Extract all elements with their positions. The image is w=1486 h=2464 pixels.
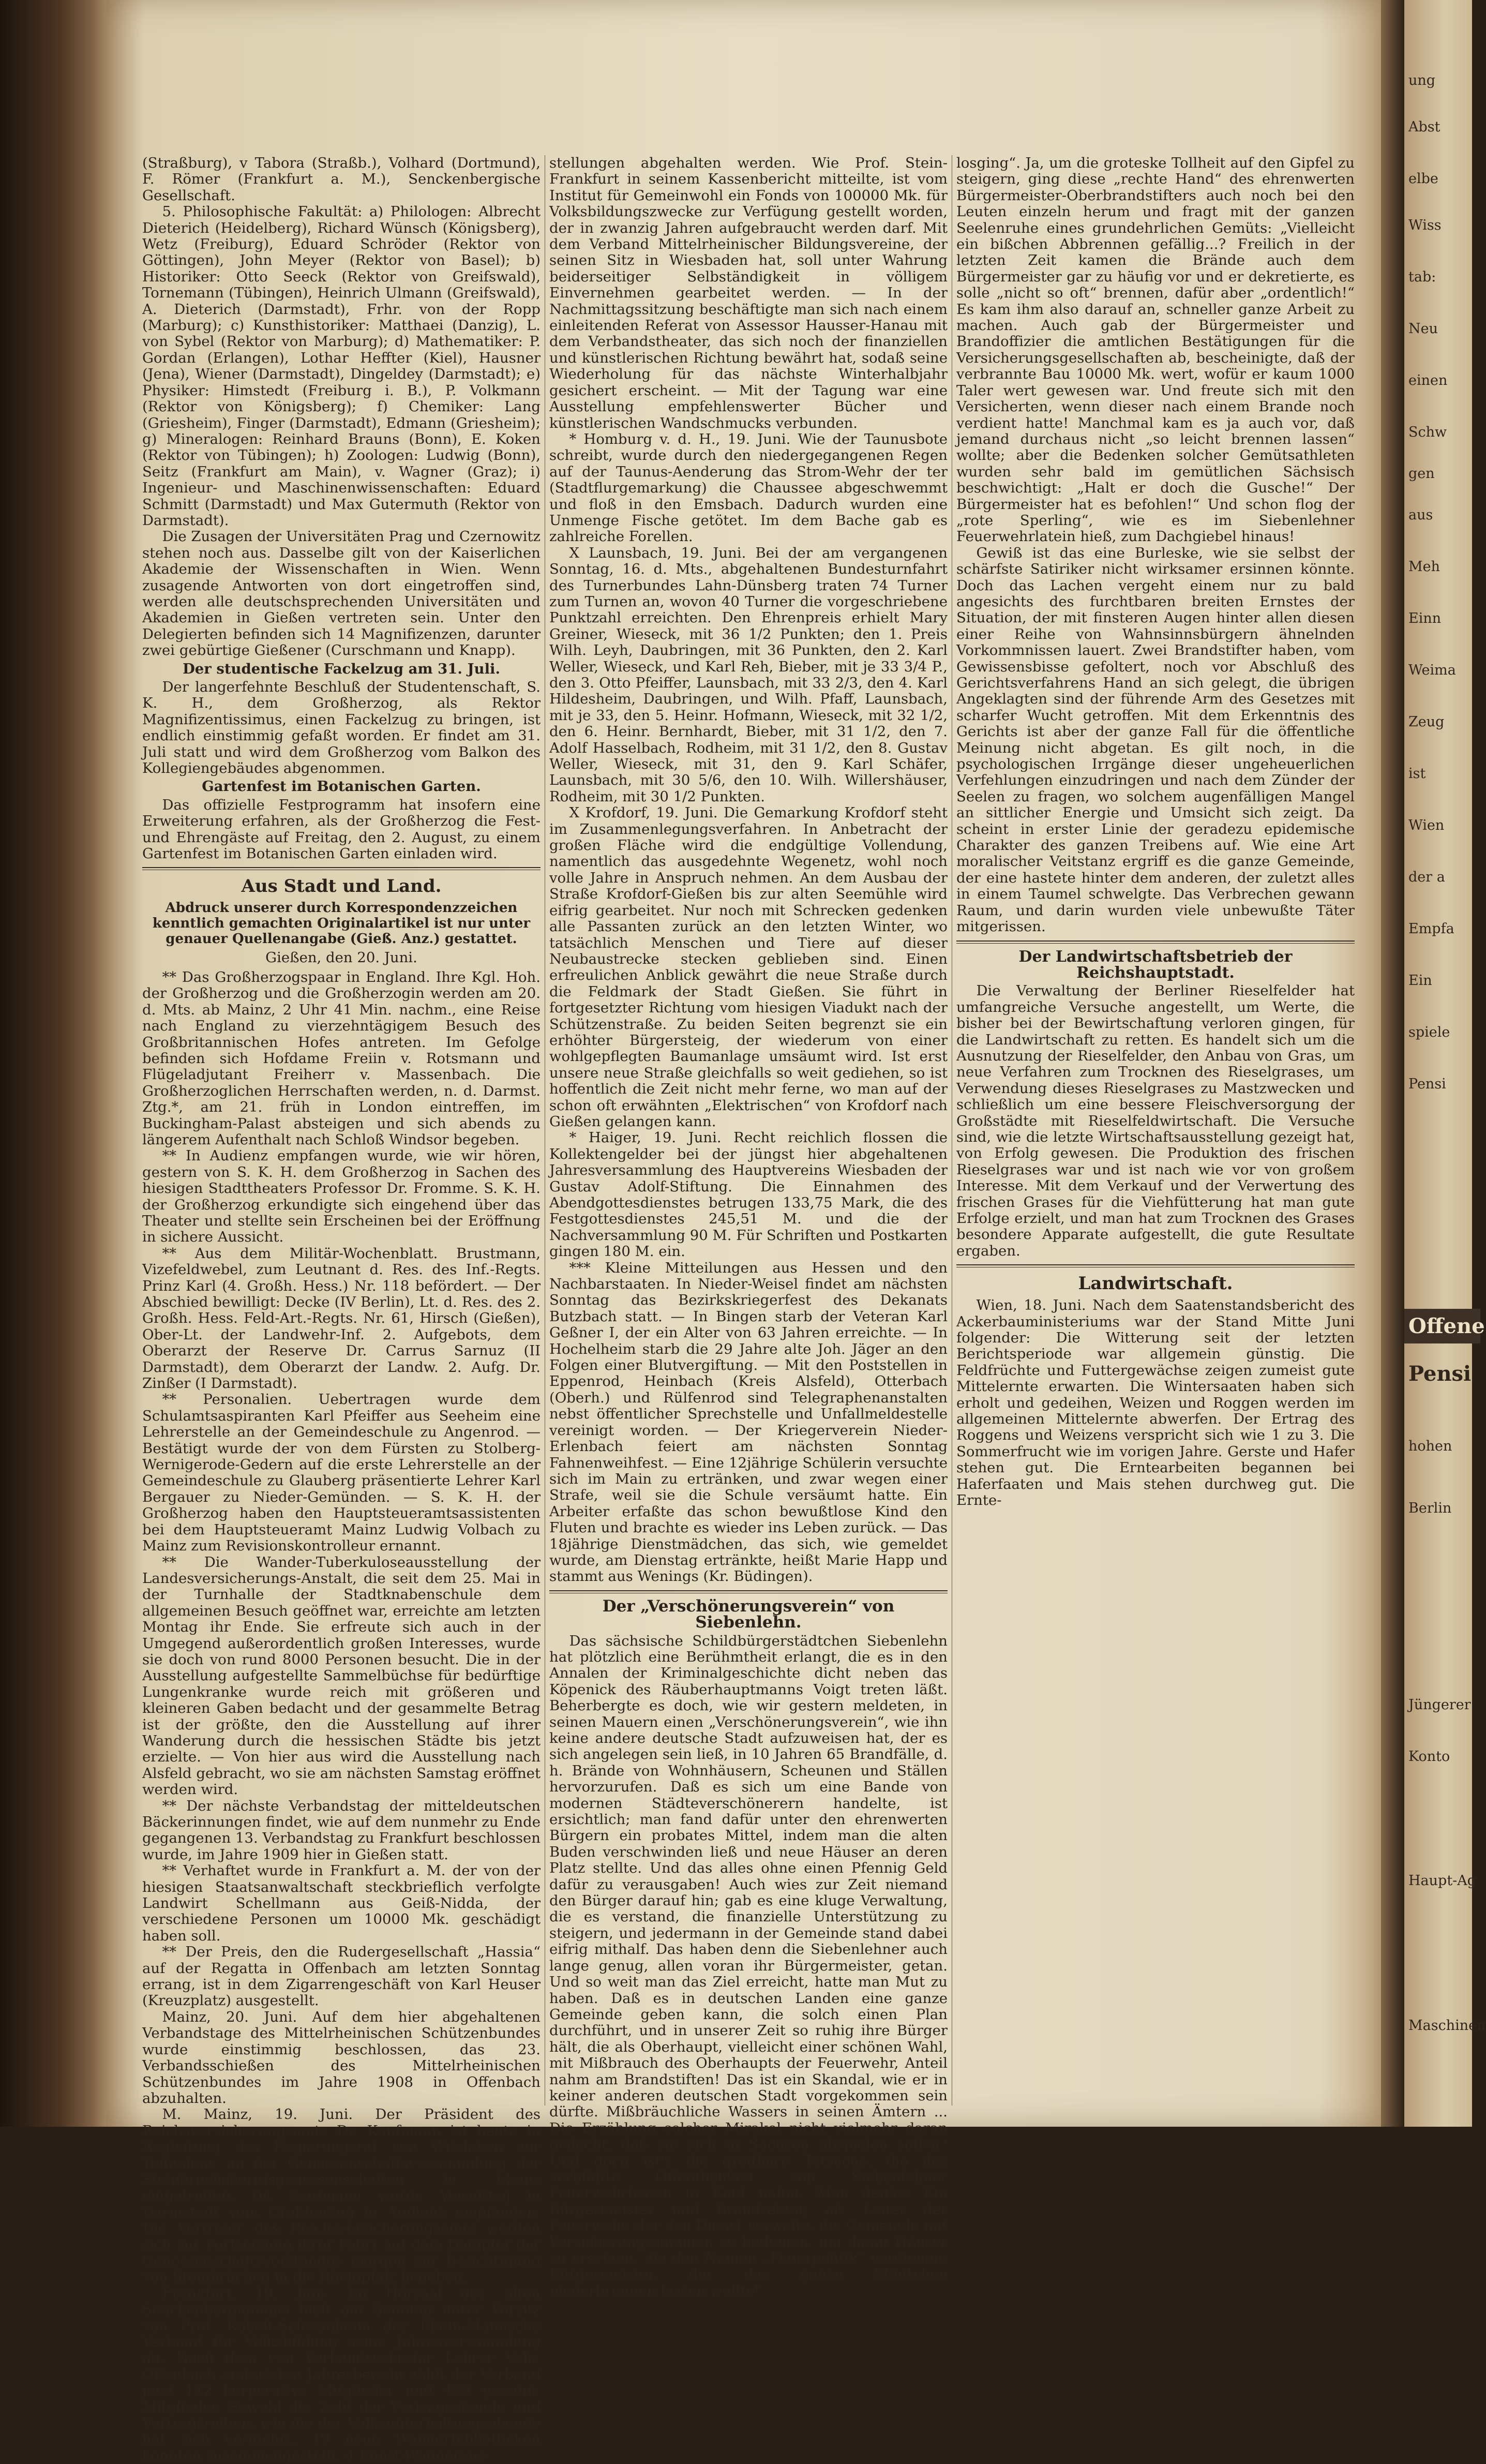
page-gutter	[1381, 0, 1404, 2127]
news-item: ** Der Preis, den die Rudergesellschaft „Hassia“ auf der Regatta in Offenbach am letzten Sonntag errang, ist in dem Zigarrengeschäft von Karl Heuser (Kreuzplatz) ausgestellt.	[142, 1944, 541, 2009]
next-page-fragment: der a	[1408, 869, 1445, 885]
next-page-fragment: Meh	[1408, 559, 1440, 575]
section-title: Aus Stadt und Land.	[241, 876, 442, 897]
next-page-fragment: Empfa	[1408, 921, 1454, 937]
next-page-fragment: tab:	[1408, 269, 1436, 285]
next-page-fragment: Konto	[1408, 1749, 1450, 1765]
section-divider	[956, 1264, 1355, 1267]
next-page-fragment: Zeug	[1408, 714, 1445, 730]
book-binding	[0, 0, 109, 2127]
news-item: ** Das Großherzogspaar in England. Ihre Kgl. Hoh. der Großherzog und die Großherzogin werden am 20. d. Mts. ab Mainz, 2 Uhr 41 Min. nachm., eine Reise nach England zu vierzehntägigem Besuch des Großbritannischen Hofes antreten. Im Gefolge befinden sich Hofdame Freiin v. Rotsmann und Flügeladjutant Freiherr v. Massenbach. Die Großherzoglichen Herrschaften werden, n. d. Darmst. Ztg.*, am 21. früh in London eintreffen, im Buckingham-Palast absteigen und sich abends zu längerem Aufenthalt nach Schloß Windsor begeben.	[142, 968, 541, 1148]
article-paragraph: Gewiß ist das eine Burleske, wie sie selbst der schärfste Satiriker nicht wirksamer ersinnen könnte. Doch das Lachen vergeht einem nur zu bald angesichts des furchtbaren breiten Ernstes der Situation, der mit finsteren Augen hinter allen diesen einer Reihe von Wahnsinnsbürgern ähnelnden Vorkommnissen lauert. Zwei Brandstifter haben, vom Gewissensbisse gefoltert, noch vor Abschluß des Gerichtsverfahrens Hand an sich gelegt, die übrigen Angeklagten sind der führende Arm des Gesetzes mit scharfer Wucht getroffen. Mit dem Erkenntnis des Gerichts ist aber der ganze Fall für die öffentliche Meinung nicht abgetan. Es gilt noch, in die psychologischen Irrgänge dieser ungeheuerlichen Verfehlungen einzudringen und nach dem Zünder der Seelen zu fragen, wo solchem augenfälligen Mangel an sittlicher Energie und Umsicht sich zeigt. Da scheint in erster Linie der geradezu epidemische Charakter des ganzen Treibens auf. Wie eine Art moralischer Veitstanz ergriff es die ganze Gemeinde, der eine hastete hinter dem anderen, der zuletzt alles in einem Taumel schwelgte. Das Verbrechen gewann Raum, und darin wurden viele unbewußte Täter mitgerissen.	[956, 544, 1355, 935]
news-item: Mainz, 20. Juni. Auf dem hier abgehaltenen Verbandstage des Mittelrheinischen Schützenbundes wurde einstimmig beschlossen, das 23. Verbandsschießen des Mittelrheinischen Schützenbundes im Jahre 1908 in Offenbach abzuhalten.	[142, 2008, 541, 2107]
next-page-fragment: ung	[1408, 72, 1436, 88]
next-page-fragment: spiele	[1408, 1024, 1450, 1040]
column-2	[549, 155, 948, 2299]
column-3	[956, 155, 1355, 2105]
article-paragraph: Das offizielle Festprogramm hat insofern eine Erweiterung erfahren, als der Großherzog die Fest- und Ehrengäste auf Freitag, den 2. August, zu einem Gartenfest im Botanischen Garten einladen wird.	[142, 796, 541, 862]
next-page-fragment: Haupt-Ag	[1408, 1873, 1477, 1889]
news-item: ** Personalien. Uebertragen wurde dem Schulamtsaspiranten Karl Pfeiffer aus Seeheim eine Lehrerstelle an der Gemeindeschule zu Angenrod. — Bestätigt wurde der von dem Fürsten zu Stolberg-Wernigerode-Gedern auf die erste Lehrerstelle an der Gemeindeschule zu Glauberg präsentierte Lehrer Karl Bergauer zu Nieder-Gemünden. — S. K. H. der Großherzog haben den Hauptsteueramtsassistenten bei dem Hauptsteueramt Mainz Ludwig Volbach zu Mainz zum Revisionskontrolleur ernannt.	[142, 1391, 541, 1555]
next-page-fragment: aus	[1408, 507, 1433, 523]
article-paragraph: Das sächsische Schildbürgerstädtchen Siebenlehn hat plötzlich eine Berühmtheit erlangt, die es in den Annalen der Kriminalgeschichte dicht neben das Köpenick des Räuberhauptmanns Voigt treten läßt. Beherbergte es doch, wie wir gestern meldeten, in seinen Mauern einen „Verschönerungsverein“, wie ihn keine andere deutsche Stadt aufzuweisen hat, der es sich angelegen sein ließ, in 10 Jahren 65 Brandfälle, d. h. Brände von Wohnhäusern, Scheunen und Ställen hervorzurufen. Daß es sich um eine Bande von modernen Städteverschönerern handelte, ist ersichtlich; man fand dafür unter den ehrenwerten Bürgern ein probates Mittel, indem man die alten Buden verschwinden ließ und neue Häuser an deren Platz stellte. Und das alles ohne einen Pfennig Geld dafür zu verausgaben! Auch wies zur Zeit niemand den Bürger darauf hin; gab es eine kluge Verwaltung, die es verstand, die finanzielle Unterstützung zu steigern, und jedermann in der Gemeinde stand dabei eifrig mithalf. Das haben denn die Siebenlehner auch lange genug, allen voran ihr Bürgermeister, getan. Und so weit man das Ziel erreicht, hatte man Mut zu haben. Daß es in deutschen Landen eine ganze Gemeinde geben kann, die solch einen Plan durchführt, und in unserer Zeit so ruhig ihre Bürger hält, die als Oberhaupt, vielleicht einer schönen Wahl, mit Mißbrauch des Oberhaupts der Feuerwehr, Anteil nahm am Brandstiften! Das ist ein Skandal, wie er in keiner anderen deutschen Stadt vorgekommen sein dürfte. Mißbräuchliche Wassers in seinen Ämtern ... Die Erzählung solcher Mirakel nicht vielmehr daran gedacht, daß sie sich in Sachsen abspielen sollen? Und doch ist's die greifbare Tatsache, die das verblüffte Öffentlichkeit von Siebenlehner Feuerwehrfesten in Kauf nahm. Man denke: Ein Bürgermeister und Brandrektor, als Leiter der Feuerwehr, der den Dienst verwalte, die Gemeinde mit Versicherungssummen zu bedienen, um damit Häuser zu ersetzen, die den Namen „Feuerpolitik“ verdienen; Bürgermeister, der das ganze Städtchen niederbrennen lassen wollte!	[549, 1632, 948, 2299]
next-page-fragment: Jüngerer	[1408, 1697, 1471, 1713]
next-page-fragment: hohen	[1408, 1438, 1452, 1454]
news-item: X Launsbach, 19. Juni. Bei der am vergangenen Sonntag, 16. d. Mts., abgehaltenen Bundesturnfahrt des Turnerbundes Lahn-Dünsberg traten 74 Turner zum Turnen an, wovon 40 Turner die vorgeschriebene Punktzahl erreichten. Den Ehrenpreis erhielt Mary Greiner, Wieseck, mit 36 1/2 Punkten; den 1. Preis Wilh. Leyh, Daubringen, mit 36 Punkten, den 2. Karl Weller, Wieseck, und Karl Reh, Bieber, mit je 33 3/4 P., den 3. Otto Pfeiffer, Launsbach, mit 33 2/3, den 4. Karl Hildesheim, Daubringen, und Wilh. Pfaff, Launsbach, mit je 33, den 5. Heinr. Hofmann, Wieseck, mit 32 1/2, den 6. Heinr. Bernhardt, Bieber, mit 31 1/2, den 7. Adolf Hasselbach, Rodheim, mit 31 1/2, den 8. Gustav Weller, Wieseck, mit 31, den 9. Karl Schäfer, Launsbach, mit 30 5/6, den 10. Wilh. Willershäuser, Rodheim, mit 30 1/2 Punkten.	[549, 544, 948, 805]
next-page-fragment: Wien	[1408, 817, 1445, 833]
next-page-fragment: gen	[1408, 466, 1435, 482]
next-page-fragment: ist	[1408, 766, 1426, 782]
news-item: ** Aus dem Militär-Wochenblatt. Brustmann, Vizefeldwebel, zum Leutnant d. Res. des Inf.-Regts. Prinz Karl (4. Großh. Hess.) Nr. 118 befördert. — Der Abschied bewilligt: Decke (IV Berlin), Lt. d. Res. des 2. Großh. Hess. Feld-Art.-Regts. Nr. 61, Hirsch (Gießen), Ober-Lt. der Landwehr-Inf. 2. Aufgebots, dem Oberarzt der Reserve Dr. Carrus Sarnuz (II Darmstadt), dem Oberarzt der Landw. 2. Aufg. Dr. Zinßer (I Darmstadt).	[142, 1245, 541, 1392]
news-item: * Haiger, 19. Juni. Recht reichlich flossen die Kollektengelder bei der jüngst hier abgehaltenen Jahresversammlung des Hauptvereins Wiesbaden der Gustav Adolf-Stiftung. Die Einnahmen des Abendgottesdienstes betrugen 133,75 Mark, die des Festgottesdienstes 245,51 M. und die der Nachversammlung 90 M. Für Schriften und Postkarten gingen 180 M. ein.	[549, 1129, 948, 1260]
news-item: Wien, 18. Juni. Nach dem Saatenstandsbericht des Ackerbauministeriums war der Stand Mitte Juni folgender: Die Witterung seit der letzten Berichtsperiode war allgemein günstig. Die Feldfrüchte und Futtergewächse zeigen zumeist gute Mittelernte erwarten. Die Wintersaaten haben sich erholt und gedeihen, Weizen und Roggen werden im allgemeinen Mittelernte abwerfen. Der Ertrag des Roggens und Weizens verspricht sich wie 1 zu 3. Die Sommerfrucht wie im vorigen Jahre. Gerste und Hafer stehen gut. Die Erntearbeiten begannen bei Haferfaaten und Mais stehen durchweg gut. Die Ernte-	[956, 1297, 1355, 1509]
news-item: *** Kleine Mitteilungen aus Hessen und den Nachbarstaaten. In Nieder-Weisel findet am nächsten Sonntag das Bezirkskriegerfest des Dekanats Butzbach statt. — In Bingen starb der Veteran Karl Geßner I, der ein Alter von 63 Jahren erreichte. — In Hochelheim starb die 29 Jahre alte Joh. Jäger an den Folgen einer Blutvergiftung. — Mit den Poststellen in Eppenrod, Heinbach (Kreis Alsfeld), Otterbach (Oberh.) und Rülfenrod sind Telegraphenanstalten nebst öffentlicher Sprechstelle und Unfallmeldestelle vereinigt worden. — Der Kriegerverein Nieder-Erlenbach feiert am nächsten Sonntag Fahnenweihfest. — Eine 12jährige Schülerin versuchte sich im Main zu ertränken, und zwar wegen einer Strafe, weil sie die Schule versäumt hatte. Ein Arbeiter erfaßte das schon bewußtlose Kind den Fluten und brachte es wieder ins Leben zurück. — Das 18jährige Dienstmädchen, das sich, wie gemeldet wurde, am Dienstag ertränkte, heißt Marie Happ und stammt aus Wenings (Kr. Büdingen).	[549, 1259, 948, 1585]
next-page-fragment: Wiss	[1408, 217, 1442, 233]
news-item: ** Verhaftet wurde in Frankfurt a. M. der von der hiesigen Staatsanwaltschaft steckbrieflich verfolgte Landwirt Schellmann aus Geiß-Nidda, der verschiedene Personen um 10000 Mk. geschädigt haben soll.	[142, 1862, 541, 1944]
reprint-notice: Abdruck unserer durch Korrespondenzzeichen kenntlich gemachten Originalartikel ist nur unter genauer Quellenangabe (Gieß. Anz.) gestattet.	[152, 900, 531, 947]
article-title: Der „Verschönerungsverein“ von Siebenlehn.	[602, 1596, 895, 1632]
next-page-fragment: Pensi	[1408, 1076, 1446, 1092]
next-page-fragment: Schw	[1408, 424, 1447, 440]
next-page-fragment: elbe	[1408, 171, 1438, 187]
section-subheading: Der studentische Fackelzug am 31. Juli.	[182, 660, 501, 677]
article-paragraph: Die Verwaltung der Berliner Rieselfelder hat umfangreiche Versuche angestellt, um Werte, die bisher bei der Bewirtschaftung verloren gingen, für die Landwirtschaft zu retten. Es handelt sich um die Ausnutzung der Rieselfelder, den Anbau von Gras, um neue Verfahren zum Trocknen des Rieselgrases, um Verwendung dieses Rieselgrases zu Mastzwecken und schließlich um eine bessere Fleischversorgung der Großstädte mit Rieselfeldwirtschaft. Die Versuche sind, wie die letzte Wirtschaftsausstellung gezeigt hat, von Erfolg gewesen. Die Produktion des frischen Rieselgrases war und ist nach wie vor von großem Interesse. Mit dem Verkauf und der Verwertung des frischen Grases für die Viehfütterung hat man gute Erfolge erzielt, und man hat zum Trocknen des Grases besondere Apparate aufgestellt, die gute Resultate ergaben.	[956, 982, 1355, 1259]
news-item: ** Der nächste Verbandstag der mitteldeutschen Bäckerinnungen findet, wie auf dem nunmehr zu Ende gegangenen 13. Verbandstag zu Frankfurt beschlossen wurde, im Jahre 1909 hier in Gießen statt.	[142, 1797, 541, 1863]
news-item: Frankfurt, 19. Juni. Im Hörsaal des alten Senckenbergianums hielt am Sonntag unter Vorsitz von Prof. Kobelt-Schwanheim der Rhein-Mainische Verband für Volksbildung seine Jahresversammlung ab. Nach dem von Verbandssekretär Lehrer Volk-Offenbach erstatteten Jahresbericht zählt der Verband jetzt 112 korporative Mitglieder und 488 persönl. Mitglieder. Sowohl die Zahl der Vortragsabende und Vortragsreihen, wie die der Volksunterhaltungsabende hat sich vermehrt, 19 neue Wanderbibliotheken konnten zusammengestellt, 4 Kunst-Wanderaus-	[142, 2284, 541, 2464]
news-item: ** Die Wander-Tuberkuloseausstellung der Landesversicherungs-Anstalt, die seit dem 25. Mai in der Turnhalle der Stadtknabenschule dem allgemeinen Besuch geöffnet war, erreichte am letzten Montag ihr Ende. Sie erfreute sich auch in der Umgegend außerordentlich großen Interesses, wurde sie doch von rund 8000 Personen besucht. Die in der Ausstellung aufgestellte Sammelbüchse für bedürftige Lungenkranke wurde reich mit größeren und kleineren Gaben bedacht und der gesammelte Betrag ist der größte, den die Ausstellung auf ihrer Wanderung durch die hessischen Städte bis jetzt erzielte. — Von hier aus wird die Ausstellung nach Alsfeld gebracht, wo sie am nächsten Samstag eröffnet werden wird.	[142, 1554, 541, 1798]
dateline: Gießen, den 20. Juni.	[265, 949, 417, 966]
next-page-fragment: Einn	[1408, 610, 1442, 626]
news-item: M. Mainz, 19. Juni. Der Präsident des Reichsversicherungsamts Dr. Kaufmann ist heute in Begleitung des Regierungsrat von Witzleben zur Teilnahme an der Genossenschaftsversammlung der Steinbruchsberufsgenossenschaften in Mainz eingetroffen. Dr. Kaufmann wurde Vormittag in Darmstadt vom Großherzog in Audienz empfangen. Die Vertreter des Reichsversicherungsamts werden sich zur Fortsetzung ihrer Fahrt auf dem Dampfer der Genossenschaftsvorstandes morgen zur Besichtigung von Steinbrüchen in die Rheinpfalz begeben.	[142, 2106, 541, 2286]
next-page-fragment: einen	[1408, 372, 1448, 389]
next-page-fragment: Neu	[1408, 321, 1438, 337]
next-page-fragment: Abst	[1408, 119, 1440, 135]
next-page-fragment: Weima	[1408, 662, 1456, 678]
article-paragraph: Der langerfehnte Beschluß der Studentenschaft, S. K. H., dem Großherzog, als Rektor Magnifizentissimus, einen Fackelzug zu bringen, ist endlich einstimmig gefaßt worden. Er findet am 31. Juli statt und wird dem Großherzog vom Balkon des Kollegiengebäudes abgenommen.	[142, 679, 541, 777]
next-page-edge	[1404, 0, 1486, 2127]
news-item: * Homburg v. d. H., 19. Juni. Wie der Taunusbote schreibt, wurde durch den niedergegangenen Regen auf der Taunus-Aenderung das Strom-Wehr der ter (Stadtflurgemarkung) die Chaussee abgeschwemmt und floß in den Emsbach. Dadurch wurden eine Unmenge Fische getötet. Im dem Bache gab es zahlreiche Forellen.	[549, 430, 948, 545]
advertisement-text: Pensi	[1408, 1362, 1472, 1386]
article-paragraph: (Straßburg), v Tabora (Straßb.), Volhard (Dortmund), F. Römer (Frankfurt a. M.), Senckenbergische Gesellschaft.	[142, 155, 541, 204]
news-item: ** In Audienz empfangen wurde, wie wir hören, gestern von S. K. H. dem Großherzog in Sachen des hiesigen Stadttheaters Professor Dr. Fromme. S. K. H. der Großherzog erkundigte sich eingehend über das Theater und stellte sein Erscheinen bei der Eröffnung in sichere Aussicht.	[142, 1147, 541, 1246]
section-divider	[142, 867, 541, 870]
section-divider	[956, 940, 1355, 944]
section-title: Landwirtschaft.	[1078, 1273, 1233, 1294]
article-paragraph: 5. Philosophische Fakultät: a) Philologen: Albrecht Dieterich (Heidelberg), Richard Wünsch (Königsberg), Wetz (Freiburg), Eduard Schröder (Rektor von Göttingen), John Meyer (Rektor von Basel); b) Historiker: Otto Seeck (Rektor von Greifswald), Tornemann (Tübingen), Heinrich Ulmann (Greifswald), A. Dieterich (Darmstadt), Frhr. von der Ropp (Marburg); c) Kunsthistoriker: Matthaei (Danzig), L. von Sybel (Rektor von Marburg); d) Mathematiker: P. Gordan (Erlangen), Lothar Heffter (Kiel), Hausner (Jena), Wiener (Darmstadt), Dingeldey (Darmstadt); e) Physiker: Himstedt (Freiburg i. B.), P. Volkmann (Rektor von Königsberg); f) Chemiker: Lang (Griesheim), Finger (Darmstadt), Edmann (Griesheim); g) Mineralogen: Reinhard Brauns (Bonn), E. Koken (Rektor von Tübingen); h) Zoologen: Ludwig (Bonn), Seitz (Frankfurt am Main), v. Wagner (Graz); i) Ingenieur- und Maschinenwissenschaften: Eduard Schmitt (Darmstadt) und Max Gutermuth (Rektor von Darmstadt).	[142, 203, 541, 529]
next-page-fragment: Maschinen	[1408, 2018, 1486, 2034]
article-paragraph: losging“. Ja, um die groteske Tollheit auf den Gipfel zu steigern, ging diese „rechte Hand“ des ehrenwerten Bürgermeister-Oberbrandstifters auch noch bei den Leuten einzeln herum und fragt mit der ganzen Seelenruhe eines grundehrlichen Gemüts: „Vielleicht ein bißchen Abbrennen gefällig...? Freilich in der letzten Zeit kamen die Brände auch dem Bürgermeister gar zu häufig vor und er dekretierte, es solle „nicht so oft“ brennen, dafür aber „ordentlich!“ Es kam ihm also darauf an, schneller ganze Arbeit zu machen. Auch gab der Bürgermeister und Brandoffizier die amtlichen Bestätigungen für die Versicherungsgesellschaften ab, bescheinigte, daß der verbrannte Bau 10000 Mk. wert, wofür er kaum 1000 Taler wert gewesen war. Und freute sich mit den Versicherten, wenn dieser nach einem Brande noch verdient hatte! Manchmal kam es ja auch vor, daß jemand durchaus nicht „so leicht brennen lassen“ wollte; aber die Bedenken solcher Gemütsathleten wurden sehr bald im gemütlichen Sächsisch beschwichtigt: „Halt er doch die Gusche!“ Der Bürgermeister hat es befohlen!“ Und schon flog der „rote Sperling“, wie es im Siebenlehner Feuerwehrlatein hieß, zum Dachgiebel hinaus!	[956, 155, 1355, 545]
next-page-fragment: Berlin	[1408, 1500, 1452, 1516]
advertisement-heading: Offene	[1404, 1309, 1480, 1343]
section-subheading: Gartenfest im Botanischen Garten.	[202, 778, 481, 795]
article-paragraph: Die Zusagen der Universitäten Prag und Czernowitz stehen noch aus. Dasselbe gilt von der Kaiserlichen Akademie der Wissenschaften in Wien. Wenn zusagende Antworten von dort eingetroffen sind, werden alle deutschsprechenden Universitäten und Akademien in Gießen vertreten sein. Unter den Delegierten befinden sich 14 Magnifizenzen, darunter zwei gebürtige Gießener (Curschmann und Knapp).	[142, 528, 541, 659]
article-title: Der Landwirtschaftsbetrieb der Reichshauptstadt.	[1018, 947, 1293, 982]
column-1	[142, 155, 541, 2464]
section-divider	[549, 1590, 948, 1593]
news-item: X Krofdorf, 19. Juni. Die Gemarkung Krofdorf steht im Zusammenlegungsverfahren. In Anbetracht der großen Fläche wird die endgültige Vollendung, namentlich das ausgedehnte Wegenetz, wohl noch volle Jahre in Anspruch nehmen. An dem Ausbau der Straße Krofdorf-Gießen bis zur alten Seemühle wird eifrig gearbeitet. Nur noch mit Schrecken gedenken alle Passanten zurück an den letzten Winter, wo tatsächlich Menschen und Tiere auf dieser Neubaustrecke stecken geblieben sind. Einen erfreulichen Anblick gewährt die neue Straße durch die Feldmark der Stadt Gießen. Sie führt in fortgesetzter Richtung vom hiesigen Viadukt nach der Schützenstraße. Zu beiden Seiten begrenzt sie ein erhöhter Bürgersteig, der wiederum von einer wohlgepflegten Baumanlage umsäumt wird. Ist erst unsere neue Straße gleichfalls so weit gediehen, so ist hoffentlich die Zeit nicht mehr ferne, wo man auf der schon oft erwähnten „Elektrischen“ von Krofdorf nach Gießen gelangen kann.	[549, 804, 948, 1130]
article-paragraph: stellungen abgehalten werden. Wie Prof. Stein-Frankfurt in seinem Kassenbericht mitteilte, ist vom Institut für Gemeinwohl ein Fonds von 100000 Mk. für Volksbildungszwecke zur Verfügung gestellt worden, der in zwanzig Jahren aufgebraucht werden darf. Mit dem Verband Mittelrheinischer Bildungsvereine, der seinen Sitz in Wiesbaden hat, soll unter Wahrung beiderseitiger Selbständigkeit in völligem Einvernehmen gearbeitet werden. — In der Nachmittagssitzung beschäftigte man sich nach einem einleitenden Referat von Assessor Hausser-Hanau mit dem Verbandstheater, das sich noch der finanziellen und künstlerischen Richtung bewährt hat, sodaß seine Wiederholung für das nächste Winterhalbjahr gesichert erscheint. — Mit der Tagung war eine Ausstellung empfehlenswerter Bücher und künstlerischen Wandschmucks verbunden.	[549, 155, 948, 431]
next-page-fragment: Ein	[1408, 973, 1432, 989]
